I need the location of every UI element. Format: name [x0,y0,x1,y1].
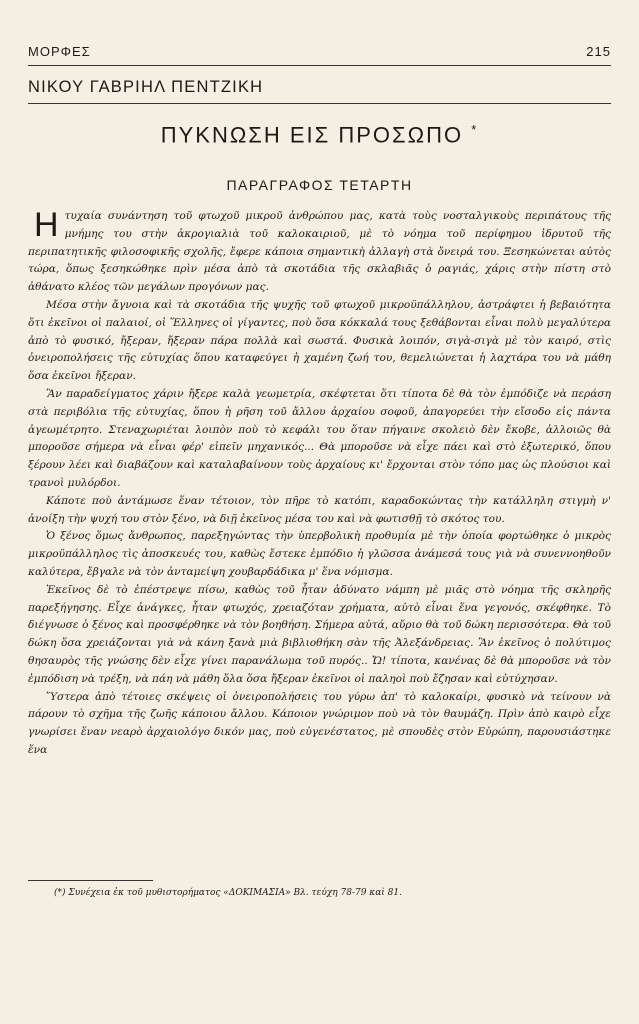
footnote-marker: * [471,122,479,137]
paragraph: Κάποτε ποὺ ἀντάμωσε ἕναν τέτοιον, τὸν πῆρε τὸ κατόπι, καραδοκώντας τὴν κατάλληλη στιγμὴ ν' ἀνοίξη τὴν ψυχή του στὸν ξένο, νὰ διῇ ἐκεῖνος μέσα του καὶ νὰ φωτισθῇ τὸ σκότος του. [28,494,611,525]
title-text: ΠΥΚΝΩΣΗ ΕΙΣ ΠΡΟΣΩΠΟ [160,122,464,148]
header-rule [28,65,611,66]
journal-name: ΜΟΡΦΕΣ [28,44,91,59]
paragraph: Η τυχαία συνάντηση τοῦ φτωχοῦ μικροῦ ἀνθρώπου μας, κατὰ τοὺς νοσταλγικοὺς περιπάτους τῆς μνήμης του στὴν ἀκρογιαλιὰ τοῦ καλοκαιριοῦ, μὲ τὸ νόημα τοῦ περίφημου ἱδρυτοῦ τῆς περιπατητικῆς φιλοσοφικῆς σχολῆς, ἔφερε κάποια σημαντικὴ ἀλλαγὴ στὰ ὄνειρά του. Ξεσηκώνεται αὐτὸς τώρα, ὅπως ξεσηκώθηκε πρὶν μέσα ἀπὸ τὰ σκοτάδια τῆς σκλαβιᾶς ὁ ραγιάς, χάρις στὴν πίστη στὸ ἀθάνατο κλέος τῶν μεγάλων προγόνων μας. [28,206,611,294]
author-rule [28,103,611,104]
article-title [0,122,639,148]
paragraph: Ὕστερα ἀπὸ τέτοιες σκέψεις οἱ ὀνειροπολήσεις του γύρω ἀπ' τὸ καλοκαίρι, φυσικὸ νὰ τείνουν νὰ πάρουν τὸ σχῆμα τῆς ζωῆς κάποιου ἄλλου. Κάποιον γνώριμον ποὺ νὰ τὸν θαυμάζη. Πρὶν ἀπὸ καιρὸ εἶχε γνωρίσει ἕναν νεαρὸ ἀρχαιολόγο δικόν μας, ποὺ εὐγενέστατος, μὲ σπουδὲς στὸν Εὐρώπη, παρουσιάστηκε ἕνα [28,690,611,756]
footnote-rule [28,880,153,881]
page-number: 215 [586,44,611,59]
footnote: (*) Συνέχεια ἐκ τοῦ μυθιστορήματος «ΔΟΚΙΜΑΣΙΑ» Βλ. τεύχη 78-79 καὶ 81. [54,888,402,898]
running-head [28,44,611,59]
article-body [28,208,611,760]
author-name: ΝΙΚΟΥ ΓΑΒΡΙΗΛ ΠΕΝΤΖΙΚΗ [28,78,264,96]
paragraph: Ἐκεῖνος δὲ τὸ ἐπέστρεψε πίσω, καθὼς τοῦ ἦταν ἀδύνατο νάμπη μὲ μιᾶς στὸ νόημα τῆς σκληρῆς παρεξήγησης. Εἶχε ἀνάγκες, ἦταν φτωχός, χρειαζόταν χρήματα, αὐτὸ εἶναι ἕνα γεγονός, σκέφθηκε. Τὸ διέγνωσε ὁ ξένος καὶ προσφέρθηκε νὰ τὸν βοηθήση. Σήμερα αὐτά, αὔριο θὰ τοῦ δώκη περισσότερα. Θὰ τοῦ δώκη ὅσα χρειάζονται γιὰ νὰ κάνη ξανὰ μιὰ βιβλιοθήκη σὰν τῆς Ἀλεξάνδρειας. Ἂν ἐκεῖνος ὁ πολύτιμος θησαυρὸς τῆς γνώσης δὲν εἶχε γίνει παρανάλωμα τοῦ πυρός.. Ὤ! τίποτα, κανένας δὲ θὰ μποροῦσε νὰ τὸν ἐμπόδιση νὰ τρέξη, νὰ πάη νὰ μάθη ὅλα ὅσα ἤξεραν ἐκεῖνοι οἱ παληοὶ ποὺ ἔζησαν καὶ εὐτύχησαν. [28,583,611,685]
paragraph: Μέσα στὴν ἄγνοια καὶ τὰ σκοτάδια τῆς ψυχῆς τοῦ φτωχοῦ μικροϋπάλληλου, ἀστράφτει ἡ βεβαιότητα ὅτι ἐκεῖνοι οἱ παλαιοί, οἱ Ἕλληνες οἱ γίγαντες, ποὺ ὅσα κόκκαλά τους ξεθάβονται εἶναι πολὺ μεγαλύτερα ἀπὸ τὸ φυσικό, ἤξεραν, ἤξεραν πάρα πολλὰ καὶ σωστά. Φυσικὰ λοιπόν, σιγὰ-σιγὰ μὲ τὸν καιρό, στὶς ὀνειροπολήσεις τῆς εὐτυχίας ὅπου καταφεύγει ἡ χαμένη ζωή του, θεμελιώνεται ἡ λαχτάρα του νὰ μάθη ὅσα ἐκεῖνοι ἤξεραν. [28,298,611,383]
drop-cap: Η [34,206,59,244]
article-subtitle: ΠΑΡΑΓΡΑΦΟΣ ΤΕΤΑΡΤΗ [226,177,413,193]
paragraph: Ὁ ξένος ὅμως ἄνθρωπος, παρεξηγώντας τὴν ὑπερβολικὴ προθυμία μὲ τὴν ὁποία φορτώθηκε ὁ μικρὸς μικροϋπάλληλος τὶς ἀποσκευές του, καθὼς ἔστεκε ἐμπόδιο ἡ γλῶσσα ἀνάμεσά τους γιὰ νὰ συνεννοηθοῦν καλύτερα, ἔβγαλε νὰ τὸν ἀνταμείψη χουβαρδάδικα μ' ἕνα νόμισμα. [28,530,611,578]
paragraph: Ἂν παραδείγματος χάριν ἤξερε καλὰ γεωμετρία, σκέφτεται ὅτι τίποτα δὲ θὰ τὸν ἐμπόδιζε νὰ περάση στὰ περιβόλια τῆς εὐτυχίας, ὅπου ἡ ρῆση τοῦ ἄλλου ἀρχαίου σοφοῦ, ἀπαγορεύει τὴν εἴσοδο εἰς πάντα ἀγεωμέτρητο. Στεναχωριέται λοιπὸν ποὺ τὸ κεφάλι του ὅταν πήγαινε σκολειὸ δὲν ἔκοβε, ἀλλοιῶς θὰ μποροῦσε σήμερα νὰ εἶναι φέρ' εἰπεῖν μηχανικός... Θὰ μποροῦσε νὰ εἶχε πάει καὶ στὸ ἐξωτερικό, ὅπου ξέρουν λέει καὶ διαβάζουν καὶ καταλαβαίνουν τοὺς ἀρχαίους κι' ἔρχονται στὸν τόπο μας ὡς πλούσιοι καὶ τρανοὶ μυλόρδοι. [28,387,611,489]
